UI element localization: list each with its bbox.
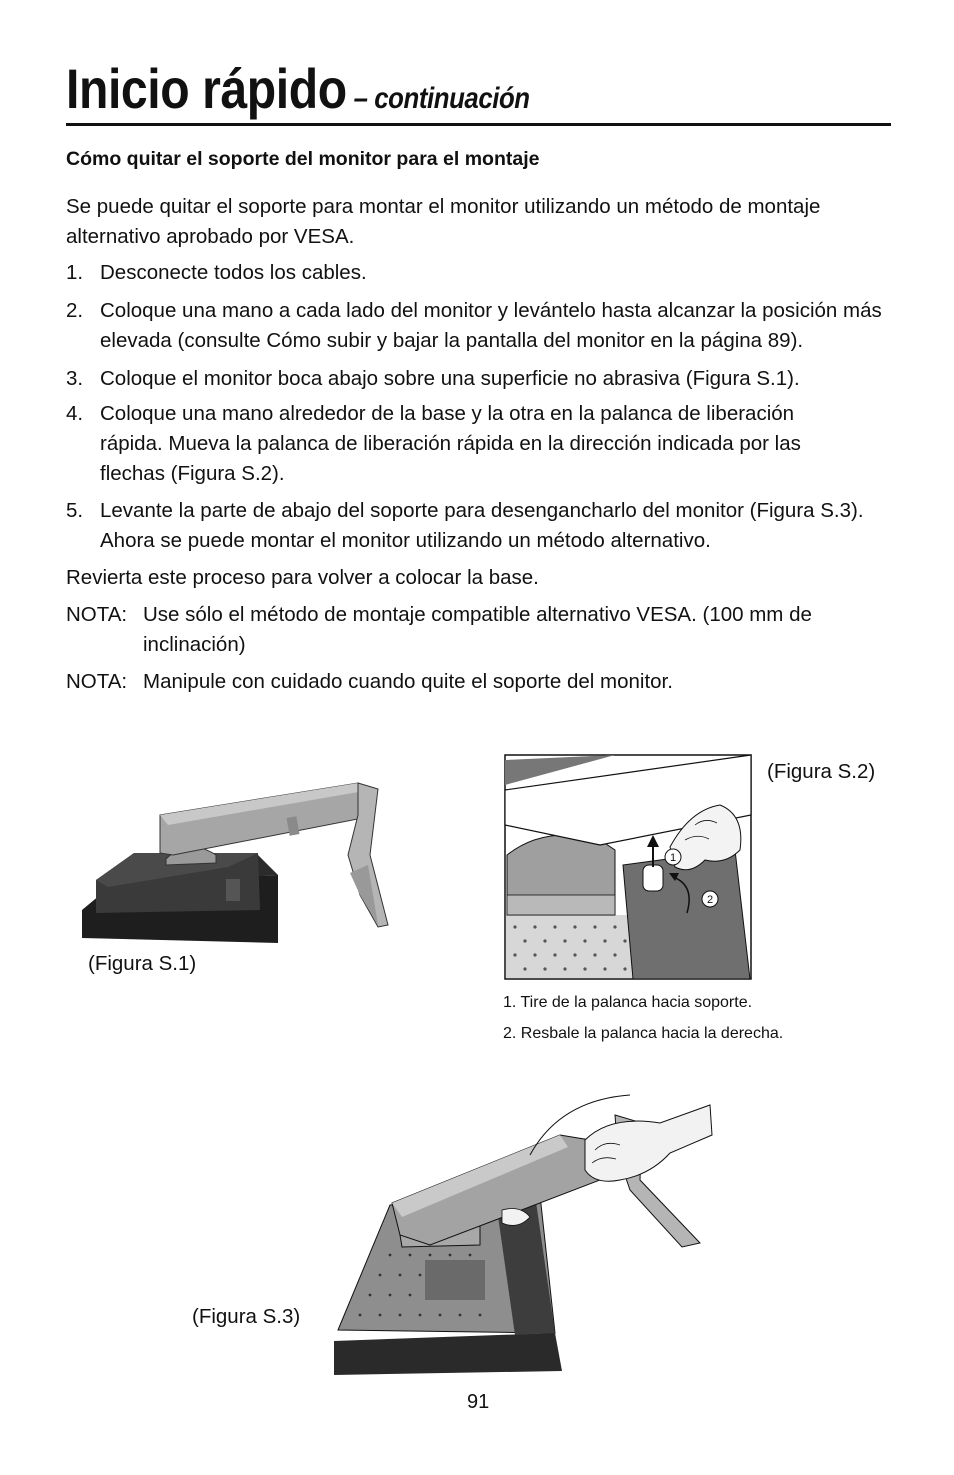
step-number: 4.	[66, 402, 84, 425]
title-rule	[66, 123, 891, 126]
step-number: 2.	[66, 299, 84, 322]
note-label: NOTA:	[66, 670, 128, 693]
title-main: Inicio rápido	[66, 57, 347, 120]
figure-s2-note-2: 2. Resbale la palanca hacia la derecha.	[503, 1025, 784, 1042]
figure-s3-caption: (Figura S.3)	[192, 1305, 301, 1328]
figure-s2-caption: (Figura S.2)	[767, 760, 876, 783]
figure-s2-note-1: 1. Tire de la palanca hacia soporte.	[503, 994, 753, 1011]
figure-s2-illustration	[505, 755, 751, 979]
note-label: NOTA:	[66, 603, 128, 626]
page-number: 91	[467, 1391, 490, 1413]
figure-s2-marker-2: 2	[706, 894, 714, 906]
figure-s1-caption: (Figura S.1)	[88, 952, 197, 975]
step-number: 5.	[66, 499, 84, 522]
figure-s1-illustration	[78, 775, 398, 950]
title-subtitle: – continuación	[353, 82, 530, 115]
section-heading: Cómo quitar el soporte del monitor para el montaje	[66, 148, 540, 170]
step-text: Coloque el monitor boca abajo sobre una superficie no abrasiva (Figura S.1).	[100, 367, 800, 390]
step-number: 3.	[66, 367, 84, 390]
step-text: Levante la parte de abajo del soporte para desengancharlo del monitor (Figura S.3). Ahora se puede montar el monitor utilizando un método alternativo.	[100, 499, 864, 552]
step-number: 1.	[66, 261, 84, 284]
step-text: Coloque una mano alrededor de la base y la otra en la palanca de liberación rápida. Mueva la palanca de liberación rápida en la dirección indicada por las flechas (Figura S.2).	[100, 402, 801, 485]
figure-s3-illustration	[330, 1095, 725, 1375]
note-text: Use sólo el método de montaje compatible alternativo VESA. (100 mm de inclinación)	[143, 603, 812, 656]
figure-s2-marker-1: 1	[669, 852, 677, 864]
step-text: Desconecte todos los cables.	[100, 261, 367, 284]
reverse-paragraph: Revierta este proceso para volver a colocar la base.	[66, 566, 539, 589]
intro-paragraph: Se puede quitar el soporte para montar el monitor utilizando un método de montaje alternativo aprobado por VESA.	[66, 195, 821, 248]
page-title	[66, 58, 530, 130]
note-text: Manipule con cuidado cuando quite el soporte del monitor.	[143, 670, 673, 693]
step-text: Coloque una mano a cada lado del monitor y levántelo hasta alcanzar la posición más elevada (consulte Cómo subir y bajar la pantalla del monitor en la página 89).	[100, 299, 882, 352]
